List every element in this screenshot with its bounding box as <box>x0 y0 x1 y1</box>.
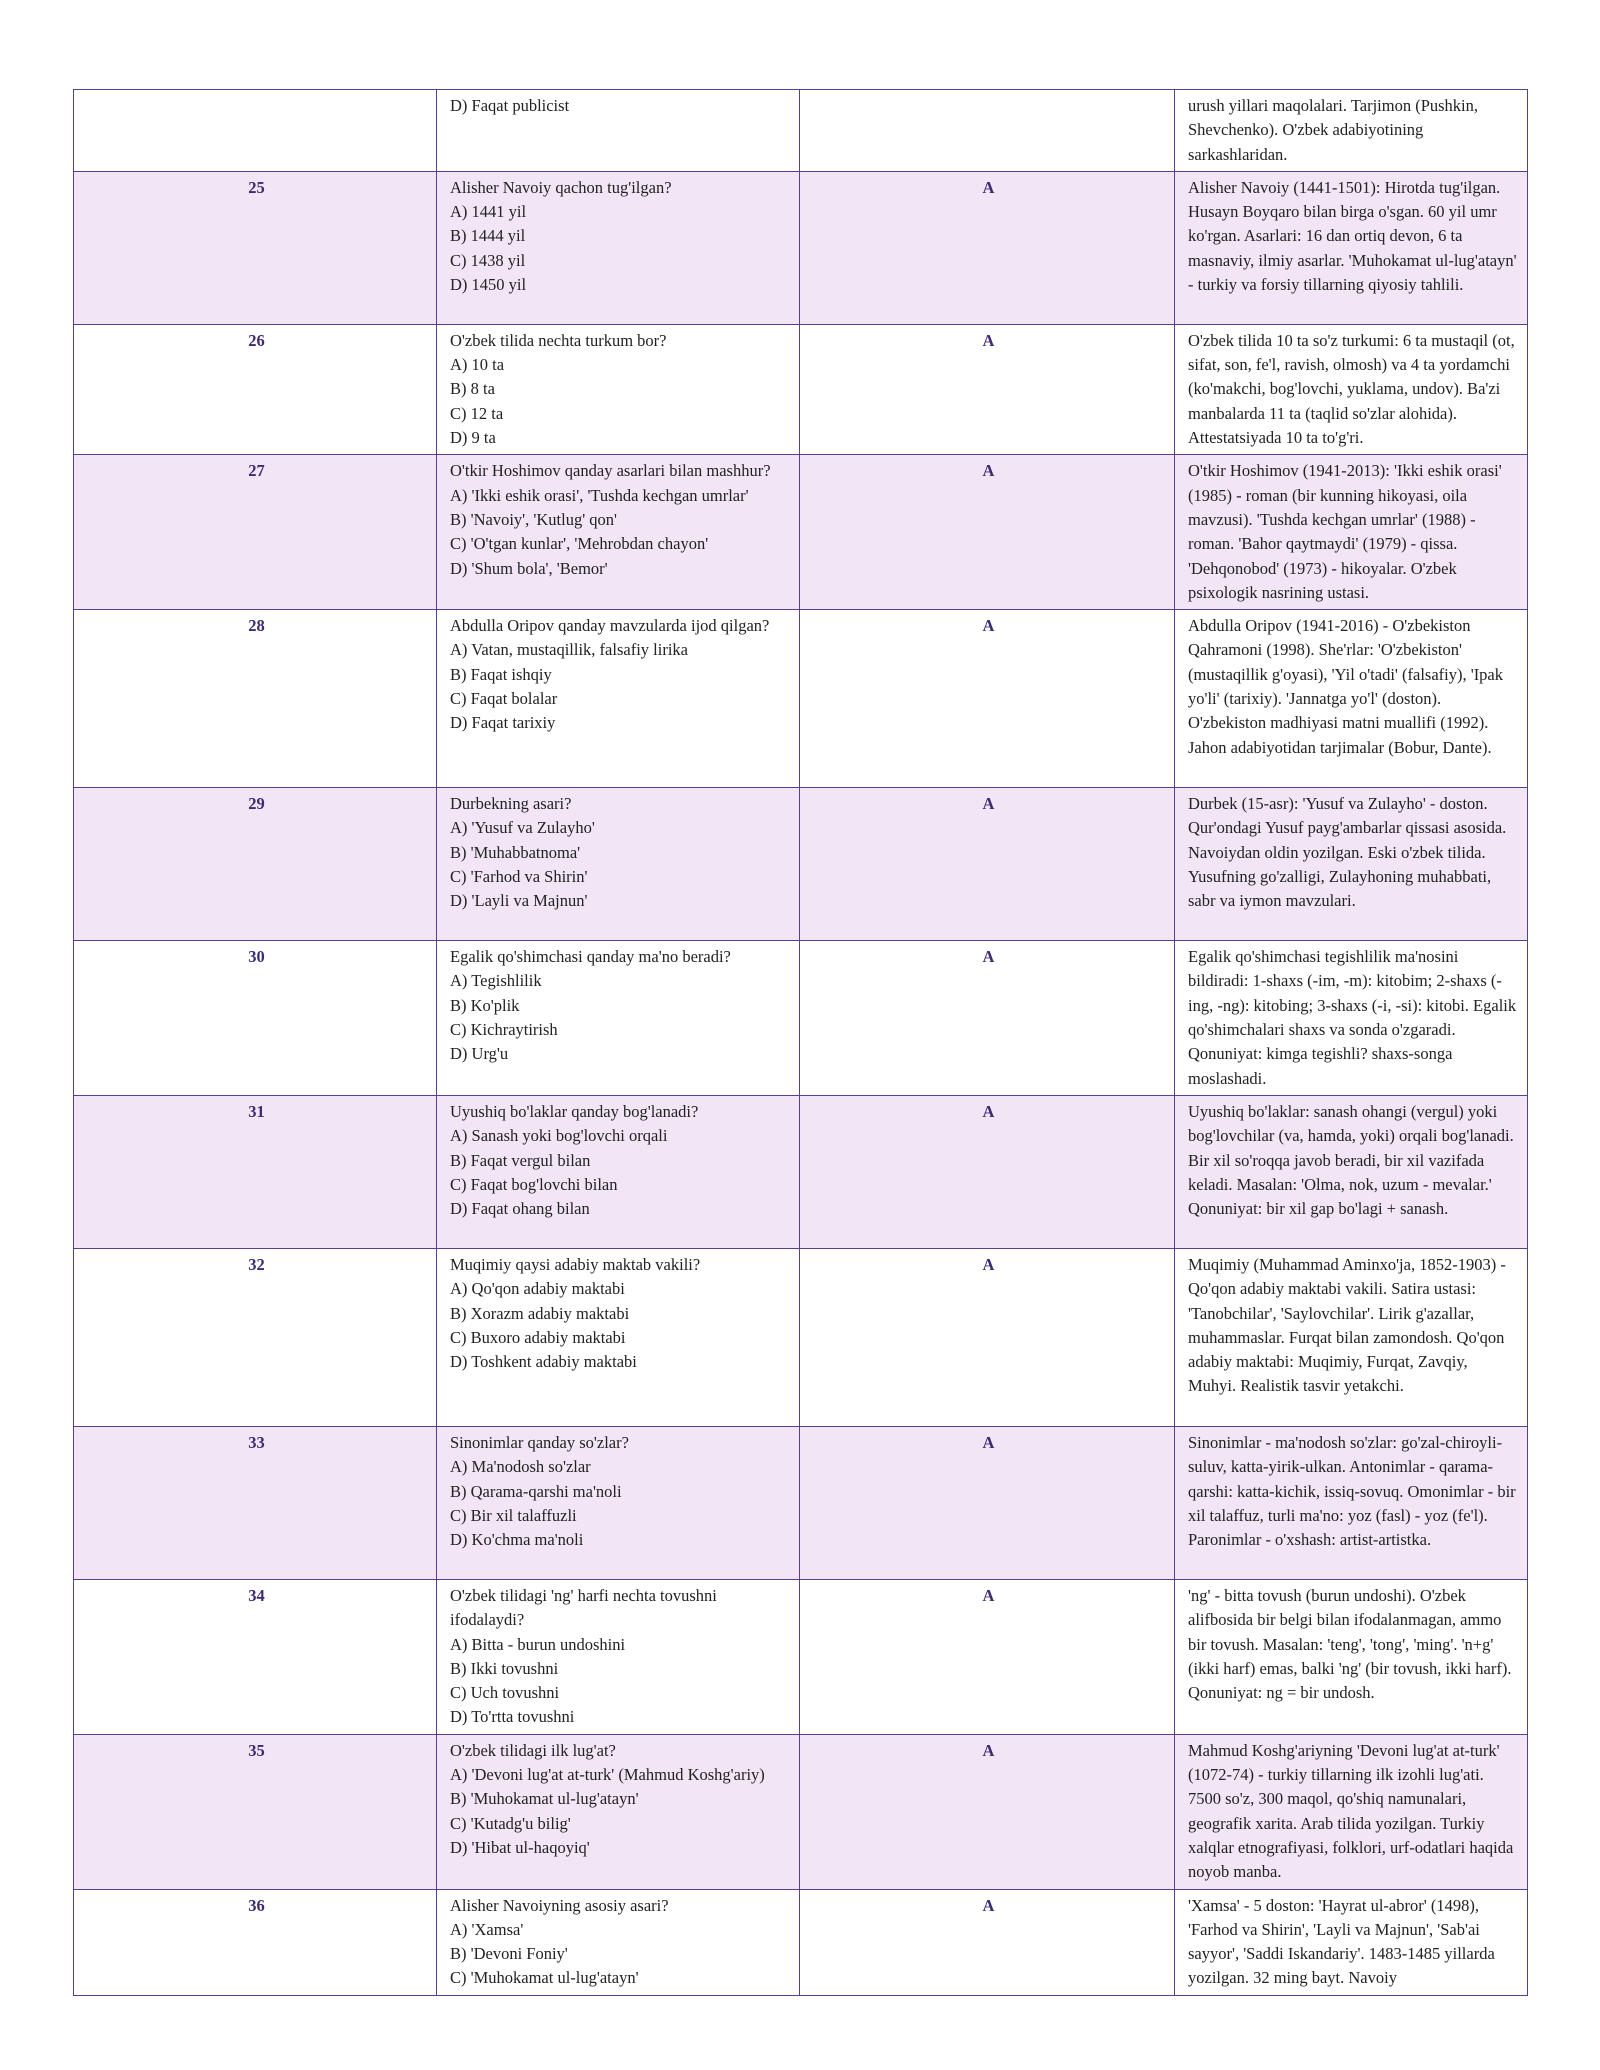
correct-answer: A <box>800 1889 1175 1995</box>
answer-option: C) 'Farhod va Shirin' <box>450 867 588 887</box>
table-row <box>74 1248 1528 1426</box>
answer-option: A) 'Ikki eshik orasi', 'Tushda kechgan umrlar' <box>450 485 749 505</box>
table-row <box>74 324 1528 454</box>
table-row <box>74 788 1528 941</box>
correct-answer: A <box>800 610 1175 788</box>
explanation-cell: Durbek (15-asr): 'Yusuf va Zulayho' - doston. Qur'ondagi Yusuf payg'ambarlar qissasi asosida. Navoiydan oldin yozilgan. Eski o'zbek tilida. Yusufning go'zalligi, Zulayhoning muhabbati, sabr va iymon mavzulari. <box>1175 788 1528 941</box>
question-number: 29 <box>74 788 437 941</box>
answer-option: C) Faqat bog'lovchi bilan <box>450 1174 618 1194</box>
question-number: 25 <box>74 171 437 324</box>
answer-option: C) Faqat bolalar <box>450 689 558 709</box>
correct-answer: A <box>800 1426 1175 1579</box>
answer-option: D) 1450 yil <box>450 275 527 295</box>
answer-option: A) 'Xamsa' <box>450 1919 524 1939</box>
correct-answer: A <box>800 941 1175 1096</box>
answer-option: A) 'Yusuf va Zulayho' <box>450 818 595 838</box>
question-number: 33 <box>74 1426 437 1579</box>
explanation-cell: O'zbek tilida 10 ta so'z turkumi: 6 ta mustaqil (ot, sifat, son, fe'l, ravish, olmosh) va 4 ta yordamchi (ko'makchi, bog'lovchi, yuklama, undov). Ba'zi manbalarda 11 ta (taqlid so'zlar alohida). Attestatsiyada 10 ta to'g'ri. <box>1175 324 1528 454</box>
table-row <box>74 455 1528 610</box>
question-cell <box>437 788 800 941</box>
question-number: 31 <box>74 1095 437 1248</box>
question-number: 35 <box>74 1734 437 1889</box>
question-cell <box>437 455 800 610</box>
answer-option: D) 9 ta <box>450 428 496 448</box>
answer-option: A) Vatan, mustaqillik, falsafiy lirika <box>450 640 688 660</box>
answer-option: B) 'Devoni Foniy' <box>450 1944 568 1964</box>
explanation-cell: Sinonimlar - ma'nodosh so'zlar: go'zal-chiroyli-suluv, katta-yirik-ulkan. Antonimlar - qarama-qarshi: katta-kichik, issiq-sovuq. Omonimlar - bir xil talaffuz, turli ma'no: yoz (fasl) - yoz (fe'l). Paronimlar - o'xshash: artist-artistka. <box>1175 1426 1528 1579</box>
correct-answer: A <box>800 324 1175 454</box>
table-row <box>74 941 1528 1096</box>
table-row <box>74 90 1528 172</box>
question-text: Muqimiy qaysi adabiy maktab vakili? <box>450 1254 701 1274</box>
answer-option: A) Sanash yoki bog'lovchi orqali <box>450 1126 668 1146</box>
answer-option: A) 'Devoni lug'at at-turk' (Mahmud Koshg'ariy) <box>450 1765 765 1785</box>
answer-option: D) To'rtta tovushni <box>450 1707 575 1727</box>
question-cell <box>437 1426 800 1579</box>
question-number: 34 <box>74 1579 437 1734</box>
answer-option: D) 'Hibat ul-haqoyiq' <box>450 1837 590 1857</box>
correct-answer: A <box>800 1579 1175 1734</box>
question-text: Alisher Navoiyning asosiy asari? <box>450 1895 669 1915</box>
answer-option: A) 10 ta <box>450 355 505 375</box>
correct-answer: A <box>800 455 1175 610</box>
question-number: 28 <box>74 610 437 788</box>
question-number: 36 <box>74 1889 437 1995</box>
question-text: O'tkir Hoshimov qanday asarlari bilan mashhur? <box>450 461 771 481</box>
question-text: Uyushiq bo'laklar qanday bog'lanadi? <box>450 1101 699 1121</box>
answer-option: C) 1438 yil <box>450 250 526 270</box>
explanation-cell: Egalik qo'shimchasi tegishlilik ma'nosini bildiradi: 1-shaxs (-im, -m): kitobim; 2-shaxs (-ing, -ng): kitobing; 3-shaxs (-i, -si): kitobi. Egalik qo'shimchalari shaxs va sonda o'zgaradi. Qonuniyat: kimga tegishli? shaxs-songa moslashadi. <box>1175 941 1528 1096</box>
question-table <box>73 89 1528 1996</box>
correct-answer <box>800 90 1175 172</box>
question-text: Egalik qo'shimchasi qanday ma'no beradi? <box>450 947 731 967</box>
question-number: 26 <box>74 324 437 454</box>
explanation-cell: Abdulla Oripov (1941-2016) - O'zbekiston Qahramoni (1998). She'rlar: 'O'zbekiston' (mustaqillik g'oyasi), 'Yil o'tadi' (falsafiy), 'Ipak yo'li' (tarixiy). 'Jannatga yo'l' (doston). O'zbekiston madhiyasi matni muallifi (1992). Jahon adabiyotidan tarjimalar (Bobur, Dante). <box>1175 610 1528 788</box>
answer-option: A) Tegishlilik <box>450 971 542 991</box>
table-row <box>74 1426 1528 1579</box>
table-row <box>74 171 1528 324</box>
answer-option: B) Qarama-qarshi ma'noli <box>450 1481 622 1501</box>
correct-answer: A <box>800 788 1175 941</box>
table-row <box>74 610 1528 788</box>
answer-option: C) Buxoro adabiy maktabi <box>450 1327 626 1347</box>
answer-option: A) Bitta - burun undoshini <box>450 1634 626 1654</box>
question-cell <box>437 1734 800 1889</box>
answer-option: B) 'Muhokamat ul-lug'atayn' <box>450 1789 639 1809</box>
question-text: Alisher Navoiy qachon tug'ilgan? <box>450 177 672 197</box>
table-row <box>74 1889 1528 1995</box>
table-row <box>74 1579 1528 1734</box>
answer-option: A) Ma'nodosh so'zlar <box>450 1457 591 1477</box>
question-number: 27 <box>74 455 437 610</box>
question-cell <box>437 90 800 172</box>
answer-option: B) Faqat ishqiy <box>450 664 552 684</box>
explanation-cell: Uyushiq bo'laklar: sanash ohangi (vergul) yoki bog'lovchilar (va, hamda, yoki) orqali bog'lanadi. Bir xil so'roqqa javob beradi, bir xil vazifada keladi. Masalan: 'Olma, nok, uzum - mevalar.' Qonuniyat: bir xil gap bo'lagi + sanash. <box>1175 1095 1528 1248</box>
answer-option: C) 12 ta <box>450 403 504 423</box>
correct-answer: A <box>800 1248 1175 1426</box>
question-text: Sinonimlar qanday so'zlar? <box>450 1432 629 1452</box>
answer-option: D) Faqat publicist <box>450 96 570 115</box>
question-cell <box>437 324 800 454</box>
answer-option: A) 1441 yil <box>450 202 527 222</box>
answer-option: C) Uch tovushni <box>450 1683 560 1703</box>
answer-option: D) Faqat ohang bilan <box>450 1199 590 1219</box>
answer-option: D) 'Shum bola', 'Bemor' <box>450 558 608 578</box>
answer-option: D) Ko'chma ma'noli <box>450 1530 584 1550</box>
answer-option: D) Faqat tarixiy <box>450 713 556 733</box>
answer-option: C) 'O'tgan kunlar', 'Mehrobdan chayon' <box>450 534 709 554</box>
answer-option: B) Ikki tovushni <box>450 1658 559 1678</box>
answer-option: D) Toshkent adabiy maktabi <box>450 1352 637 1372</box>
question-text: O'zbek tilidagi ilk lug'at? <box>450 1740 616 1760</box>
page <box>73 89 1527 1996</box>
question-text: O'zbek tilida nechta turkum bor? <box>450 330 667 350</box>
table-row <box>74 1095 1528 1248</box>
explanation-cell: 'ng' - bitta tovush (burun undoshi). O'zbek alifbosida bir belgi bilan ifodalanmagan, ammo bir tovush. Masalan: 'teng', 'tong', 'ming'. 'n+g' (ikki harf) emas, balki 'ng' (bir tovush, ikki harf). Qonuniyat: ng = bir undosh. <box>1175 1579 1528 1734</box>
answer-option: C) Kichraytirish <box>450 1020 558 1040</box>
correct-answer: A <box>800 1095 1175 1248</box>
answer-option: B) 1444 yil <box>450 226 526 246</box>
answer-option: B) Faqat vergul bilan <box>450 1150 591 1170</box>
question-number: 32 <box>74 1248 437 1426</box>
answer-option: B) 8 ta <box>450 379 495 399</box>
answer-option: C) Bir xil talaffuzli <box>450 1505 577 1525</box>
explanation-cell: Muqimiy (Muhammad Aminxo'ja, 1852-1903) - Qo'qon adabiy maktabi vakili. Satira ustasi: 'Tanobchilar', 'Saylovchilar'. Lirik g'azallar, muhammaslar. Furqat bilan zamondosh. Qo'qon adabiy maktabi: Muqimiy, Furqat, Zavqiy, Muhyi. Realistik tasvir yetakchi. <box>1175 1248 1528 1426</box>
question-cell <box>437 1579 800 1734</box>
question-cell <box>437 171 800 324</box>
explanation-cell: Alisher Navoiy (1441-1501): Hirotda tug'ilgan. Husayn Boyqaro bilan birga o'sgan. 60 yil umr ko'rgan. Asarlari: 16 dan ortiq devon, 6 ta masnaviy, ilmiy asarlar. 'Muhokamat ul-lug'atayn' - turkiy va forsiy tillarning qiyosiy tahlili. <box>1175 171 1528 324</box>
answer-option: C) 'Muhokamat ul-lug'atayn' <box>450 1968 639 1988</box>
correct-answer: A <box>800 171 1175 324</box>
question-cell <box>437 1889 800 1995</box>
answer-option: C) 'Kutadg'u bilig' <box>450 1813 571 1833</box>
answer-option: A) Qo'qon adabiy maktabi <box>450 1279 625 1299</box>
question-number: 30 <box>74 941 437 1096</box>
answer-option: D) 'Layli va Majnun' <box>450 891 588 911</box>
question-text: O'zbek tilidagi 'ng' harfi nechta tovushni ifodalaydi? <box>450 1585 717 1630</box>
correct-answer: A <box>800 1734 1175 1889</box>
question-cell <box>437 610 800 788</box>
answer-option: B) 'Navoiy', 'Kutlug' qon' <box>450 509 618 529</box>
table-row <box>74 1734 1528 1889</box>
question-cell <box>437 1095 800 1248</box>
explanation-cell: Mahmud Koshg'ariyning 'Devoni lug'at at-turk' (1072-74) - turkiy tillarning ilk izohli lug'ati. 7500 so'z, 300 maqol, qo'shiq namunalari, geografik xarita. Arab tilida yozilgan. Turkiy xalqlar etnografiyasi, folklori, urf-odatlari haqida noyob manba. <box>1175 1734 1528 1889</box>
explanation-cell: urush yillari maqolalari. Tarjimon (Pushkin, Shevchenko). O'zbek adabiyotining sarkashlaridan. <box>1175 90 1528 172</box>
question-text: Abdulla Oripov qanday mavzularda ijod qilgan? <box>450 616 770 636</box>
table-body <box>74 90 1528 1996</box>
answer-option: B) Ko'plik <box>450 995 520 1015</box>
answer-option: D) Urg'u <box>450 1044 509 1064</box>
answer-option: B) Xorazm adabiy maktabi <box>450 1303 630 1323</box>
question-cell <box>437 941 800 1096</box>
explanation-cell: 'Xamsa' - 5 doston: 'Hayrat ul-abror' (1498), 'Farhod va Shirin', 'Layli va Majnun', 'Sab'ai sayyor', 'Saddi Iskandariy'. 1483-1485 yillarda yozilgan. 32 ming bayt. Navoiy <box>1175 1889 1528 1995</box>
question-number <box>74 90 437 172</box>
question-text: Durbekning asari? <box>450 794 572 814</box>
answer-option: B) 'Muhabbatnoma' <box>450 842 581 862</box>
explanation-cell: O'tkir Hoshimov (1941-2013): 'Ikki eshik orasi' (1985) - roman (bir kunning hikoyasi, oila mavzusi). 'Tushda kechgan umrlar' (1988) - roman. 'Bahor qaytmaydi' (1979) - qissa. 'Dehqonobod' (1973) - hikoyalar. O'zbek psixologik nasrining ustasi. <box>1175 455 1528 610</box>
question-cell <box>437 1248 800 1426</box>
